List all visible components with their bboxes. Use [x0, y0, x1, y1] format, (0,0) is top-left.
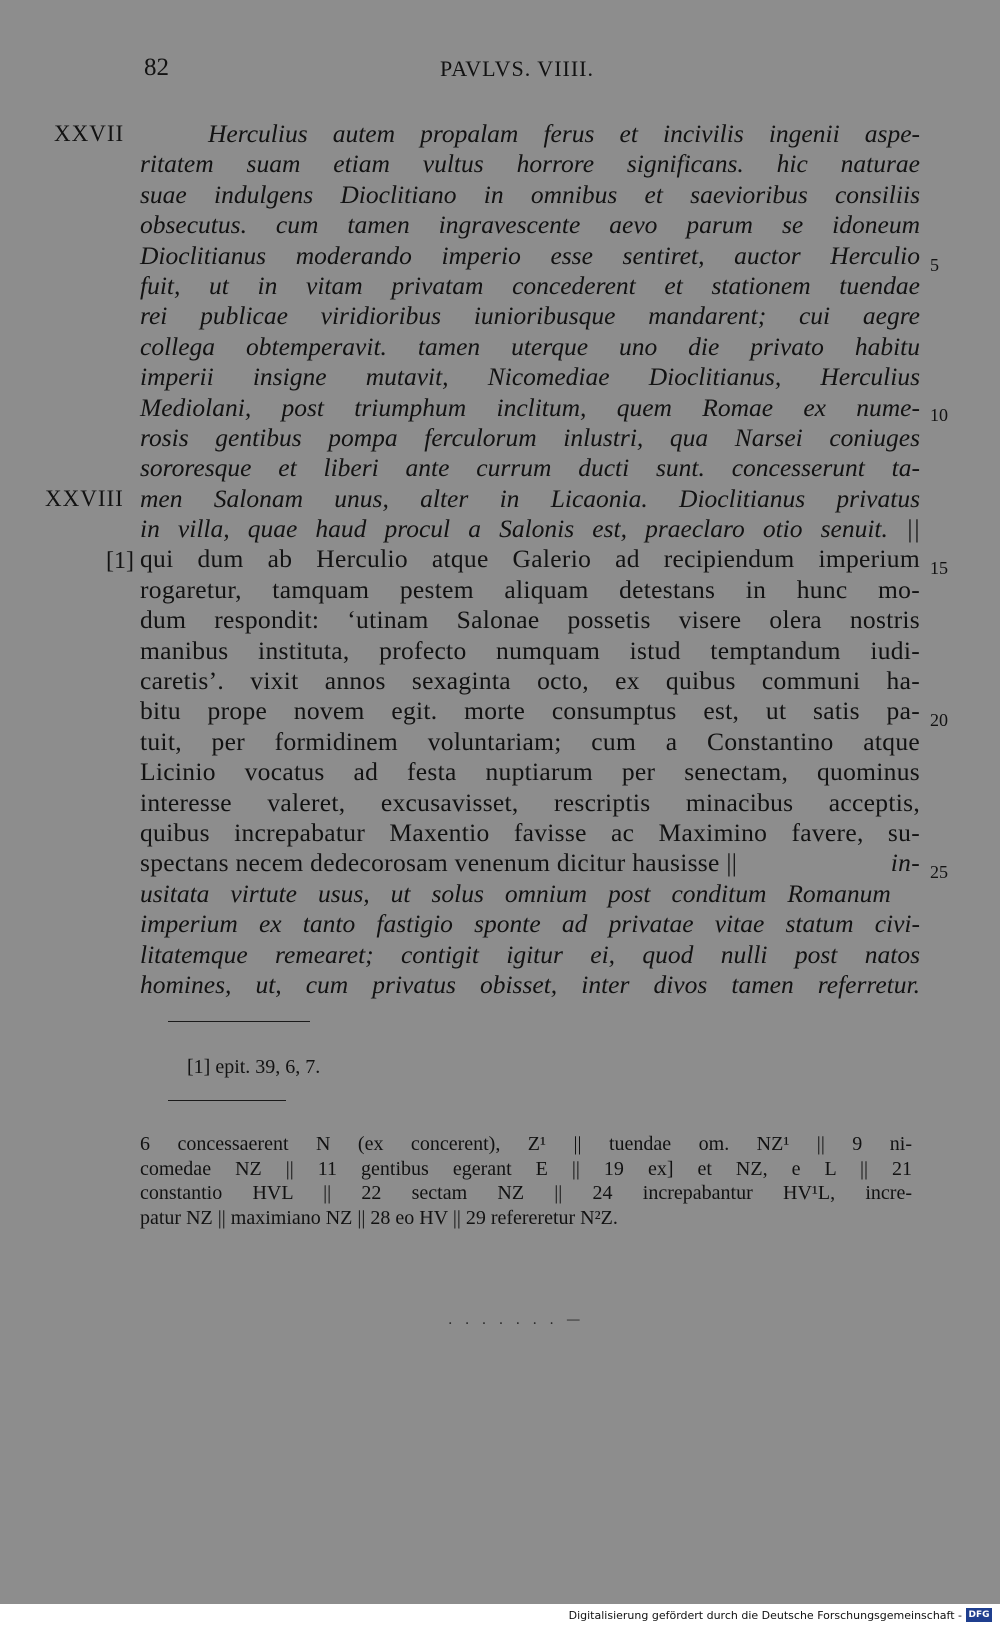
text-line: obsecutus. cum tamen ingravescente aevo parum se idoneum [140, 210, 920, 240]
chapter-number-xxvii: XXVII [54, 121, 125, 146]
text-line: Mediolani, post triumphum inclitum, quem Romae ex nume- [140, 392, 920, 422]
text-line: imperium ex tanto fastigio sponte ad privatae vitae statum civi- [140, 909, 920, 939]
line-number: 15 [930, 558, 948, 578]
source-note: [1] epit. 39, 6, 7. [187, 1056, 321, 1078]
line-number: 25 [930, 862, 948, 882]
text-line: dum respondit: ‘utinam Salonae possetis visere olera nostris [140, 605, 920, 635]
text-line: men Salonam unus, alter in Licaonia. Dioclitianus privatus [140, 483, 920, 513]
text-line-segment: in- [890, 848, 920, 878]
text-line: collega obtemperavit. tamen uterque uno die privato habitu [140, 331, 920, 361]
text-line: litatemque remearet; contigit igitur ei, quod nulli post natos [140, 939, 920, 969]
divider-rule [168, 1021, 310, 1022]
text-line: sororesque et liberi ante currum ducti sunt. concesserunt ta- [140, 453, 920, 483]
line-number: 10 [930, 405, 948, 425]
running-head: PAVLVS. VIIII. [440, 56, 594, 81]
apparatus-line: comedae NZ || 11 gentibus egerant E || 19 ex] et NZ, e L || 21 [140, 1157, 912, 1180]
text-line: homines, ut, cum privatus obisset, inter divos tamen referretur. [140, 969, 920, 999]
divider-rule [168, 1100, 286, 1101]
apparatus-line: 6 concessaerent N (ex concerent), Z¹ || tuendae om. NZ¹ || 9 ni- [140, 1133, 912, 1155]
text-line: Herculius autem propalam ferus et incivilis ingenii aspe- [208, 119, 920, 148]
text-line [140, 848, 920, 878]
text-line: bitu prope novem egit. morte consumptus est, ut satis pa- [140, 696, 920, 726]
text-line: rogaretur, tamquam pestem aliquam detestans in hunc mo- [140, 574, 920, 604]
dfg-logo-icon: DFG [966, 1608, 992, 1622]
text-line: rei publicae viridioribus iunioribusque mandarent; cui aegre [140, 301, 920, 331]
text-line: usitata virtute usus, ut solus omnium post conditum Romanum [140, 878, 891, 908]
text-line: tuit, per formidinem voluntariam; cum a Constantino atque [140, 726, 920, 756]
scan-artifact-dots: . . . . . . . — [448, 1312, 585, 1328]
footer-credit: Digitalisierung gefördert durch die Deutsche Forschungsgemeinschaft - [568, 1609, 962, 1622]
text-line: fuit, ut in vitam privatam concederent et stationem tuendae [140, 270, 920, 300]
text-line: interesse valeret, excusavisset, rescriptis minacibus acceptis, [140, 787, 920, 817]
digitization-footer [0, 1604, 1000, 1626]
text-line: Dioclitianus moderando imperio esse sentiret, auctor Herculio [140, 240, 920, 270]
page-number: 82 [144, 54, 169, 81]
page-header [0, 54, 1000, 94]
main-text [140, 119, 920, 1000]
line-number: 20 [930, 710, 948, 730]
text-line: ritatem suam etiam vultus horrore significans. hic naturae [140, 149, 920, 179]
text-line: in villa, quae haud procul a Salonis est, praeclaro otio senuit. || [140, 514, 920, 544]
text-line: caretis’. vixit annos sexaginta octo, ex quibus communi ha- [140, 666, 920, 696]
critical-apparatus [140, 1132, 912, 1230]
apparatus-line: constantio HVL || 22 sectam NZ || 24 increpabantur HV¹L, incre- [140, 1182, 912, 1204]
text-line: quibus increpabatur Maxentio favisse ac Maximino favere, su- [140, 817, 920, 847]
footnote-marker: [1] [106, 548, 134, 574]
text-line: Licinio vocatus ad festa nuptiarum per senectam, quominus [140, 757, 920, 787]
text-line: rosis gentibus pompa ferculorum inlustri, qua Narsei coniuges [140, 422, 920, 452]
text-line: suae indulgens Dioclitiano in omnibus et saevioribus consiliis [140, 179, 920, 209]
text-line-segment: spectans necem dedecorosam venenum dicitur hausisse || [140, 848, 738, 878]
text-line: qui dum ab Herculio atque Galerio ad recipiendum imperium [140, 544, 920, 574]
text-line: imperii insigne mutavit, Nicomediae Dioclitianus, Herculius [140, 362, 920, 392]
text-line: manibus instituta, profecto numquam istud temptandum iudi- [140, 635, 920, 665]
line-number: 5 [930, 255, 939, 275]
chapter-number-xxviii: XXVIII [45, 486, 124, 511]
apparatus-line: patur NZ || maximiano NZ || 28 eo HV || 29 refereretur N²Z. [140, 1206, 618, 1229]
